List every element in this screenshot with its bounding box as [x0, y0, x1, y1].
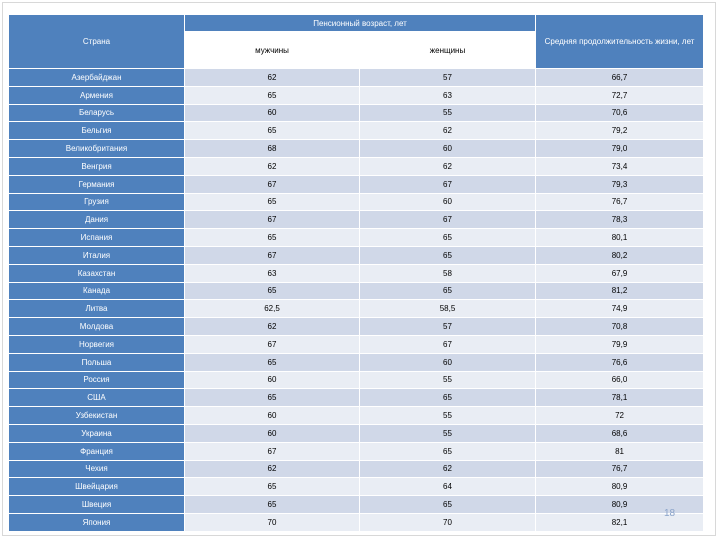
cell-life: 80,9 — [536, 496, 704, 514]
cell-women: 55 — [360, 424, 536, 442]
cell-women: 64 — [360, 478, 536, 496]
cell-men: 63 — [185, 264, 360, 282]
cell-women: 55 — [360, 104, 536, 122]
cell-country: Чехия — [9, 460, 185, 478]
cell-life: 78,1 — [536, 389, 704, 407]
cell-country: Узбекистан — [9, 407, 185, 425]
table-row — [9, 513, 704, 531]
cell-life: 80,9 — [536, 478, 704, 496]
cell-men: 60 — [185, 407, 360, 425]
cell-women: 58,5 — [360, 300, 536, 318]
cell-men: 62 — [185, 318, 360, 336]
cell-country: Италия — [9, 246, 185, 264]
cell-life: 79,3 — [536, 175, 704, 193]
cell-women: 62 — [360, 460, 536, 478]
cell-men: 62,5 — [185, 300, 360, 318]
cell-women: 67 — [360, 211, 536, 229]
cell-women: 55 — [360, 407, 536, 425]
cell-women: 60 — [360, 353, 536, 371]
cell-women: 60 — [360, 140, 536, 158]
cell-country: Дания — [9, 211, 185, 229]
cell-country: Япония — [9, 513, 185, 531]
table-row — [9, 246, 704, 264]
cell-women: 65 — [360, 282, 536, 300]
table-row — [9, 175, 704, 193]
cell-country: Швеция — [9, 496, 185, 514]
cell-country: Венгрия — [9, 157, 185, 175]
cell-men: 67 — [185, 211, 360, 229]
cell-men: 67 — [185, 335, 360, 353]
cell-life: 81 — [536, 442, 704, 460]
cell-women: 57 — [360, 318, 536, 336]
cell-life: 73,4 — [536, 157, 704, 175]
table-row — [9, 371, 704, 389]
table-row — [9, 424, 704, 442]
cell-men: 65 — [185, 193, 360, 211]
cell-women: 65 — [360, 229, 536, 247]
cell-life: 76,7 — [536, 193, 704, 211]
table-row — [9, 442, 704, 460]
cell-country: Молдова — [9, 318, 185, 336]
cell-life: 76,7 — [536, 460, 704, 478]
table-row — [9, 460, 704, 478]
cell-men: 70 — [185, 513, 360, 531]
header-life-expectancy: Средняя продолжительность жизни, лет — [536, 15, 704, 69]
cell-life: 78,3 — [536, 211, 704, 229]
cell-life: 82,1 — [536, 513, 704, 531]
cell-country: Франция — [9, 442, 185, 460]
cell-life: 79,2 — [536, 122, 704, 140]
table-row — [9, 282, 704, 300]
table-row — [9, 335, 704, 353]
cell-country: Польша — [9, 353, 185, 371]
cell-life: 66,7 — [536, 69, 704, 87]
cell-women: 63 — [360, 86, 536, 104]
pension-table — [8, 14, 704, 532]
cell-women: 58 — [360, 264, 536, 282]
cell-men: 67 — [185, 442, 360, 460]
cell-country: Украина — [9, 424, 185, 442]
cell-men: 65 — [185, 122, 360, 140]
table-row — [9, 353, 704, 371]
cell-life: 67,9 — [536, 264, 704, 282]
table-row — [9, 211, 704, 229]
header-pension-age: Пенсионный возраст, лет — [185, 15, 536, 32]
cell-men: 67 — [185, 175, 360, 193]
cell-men: 68 — [185, 140, 360, 158]
table-row — [9, 122, 704, 140]
cell-country: Казахстан — [9, 264, 185, 282]
cell-country: Германия — [9, 175, 185, 193]
cell-men: 65 — [185, 86, 360, 104]
cell-men: 65 — [185, 389, 360, 407]
cell-men: 60 — [185, 371, 360, 389]
table-row — [9, 193, 704, 211]
cell-life: 76,6 — [536, 353, 704, 371]
table-row — [9, 69, 704, 87]
cell-women: 67 — [360, 335, 536, 353]
cell-country: Норвегия — [9, 335, 185, 353]
cell-life: 79,0 — [536, 140, 704, 158]
cell-country: Беларусь — [9, 104, 185, 122]
cell-country: Азербайджан — [9, 69, 185, 87]
cell-life: 79,9 — [536, 335, 704, 353]
table-row — [9, 496, 704, 514]
cell-life: 72,7 — [536, 86, 704, 104]
cell-women: 55 — [360, 371, 536, 389]
cell-men: 65 — [185, 229, 360, 247]
cell-life: 66,0 — [536, 371, 704, 389]
cell-women: 65 — [360, 496, 536, 514]
cell-life: 70,8 — [536, 318, 704, 336]
cell-women: 57 — [360, 69, 536, 87]
cell-life: 70,6 — [536, 104, 704, 122]
cell-men: 62 — [185, 460, 360, 478]
table-row — [9, 264, 704, 282]
cell-country: Великобритания — [9, 140, 185, 158]
cell-women: 60 — [360, 193, 536, 211]
table-row — [9, 86, 704, 104]
cell-country: Бельгия — [9, 122, 185, 140]
cell-men: 65 — [185, 282, 360, 300]
cell-country: Испания — [9, 229, 185, 247]
cell-life: 74,9 — [536, 300, 704, 318]
table-row — [9, 407, 704, 425]
cell-men: 60 — [185, 424, 360, 442]
table-body — [9, 69, 704, 532]
cell-country: Канада — [9, 282, 185, 300]
page-number: 18 — [664, 508, 676, 519]
cell-women: 67 — [360, 175, 536, 193]
table-row — [9, 300, 704, 318]
cell-men: 65 — [185, 496, 360, 514]
cell-women: 62 — [360, 122, 536, 140]
table-row — [9, 140, 704, 158]
header-country: Страна — [9, 15, 185, 69]
header-men: мужчины — [185, 32, 360, 69]
table-row — [9, 229, 704, 247]
table-row — [9, 104, 704, 122]
cell-men: 65 — [185, 478, 360, 496]
header-women: женщины — [360, 32, 536, 69]
cell-women: 65 — [360, 442, 536, 460]
cell-women: 62 — [360, 157, 536, 175]
cell-life: 72 — [536, 407, 704, 425]
table-row — [9, 478, 704, 496]
cell-country: Литва — [9, 300, 185, 318]
cell-life: 80,1 — [536, 229, 704, 247]
cell-men: 67 — [185, 246, 360, 264]
cell-women: 65 — [360, 389, 536, 407]
cell-men: 60 — [185, 104, 360, 122]
table-row — [9, 389, 704, 407]
cell-life: 68,6 — [536, 424, 704, 442]
cell-country: Грузия — [9, 193, 185, 211]
cell-men: 65 — [185, 353, 360, 371]
cell-life: 80,2 — [536, 246, 704, 264]
cell-women: 70 — [360, 513, 536, 531]
table-row — [9, 318, 704, 336]
cell-men: 62 — [185, 157, 360, 175]
cell-country: Армения — [9, 86, 185, 104]
cell-men: 62 — [185, 69, 360, 87]
cell-country: США — [9, 389, 185, 407]
table-row — [9, 157, 704, 175]
cell-country: Швейцария — [9, 478, 185, 496]
cell-country: Россия — [9, 371, 185, 389]
cell-life: 81,2 — [536, 282, 704, 300]
cell-women: 65 — [360, 246, 536, 264]
